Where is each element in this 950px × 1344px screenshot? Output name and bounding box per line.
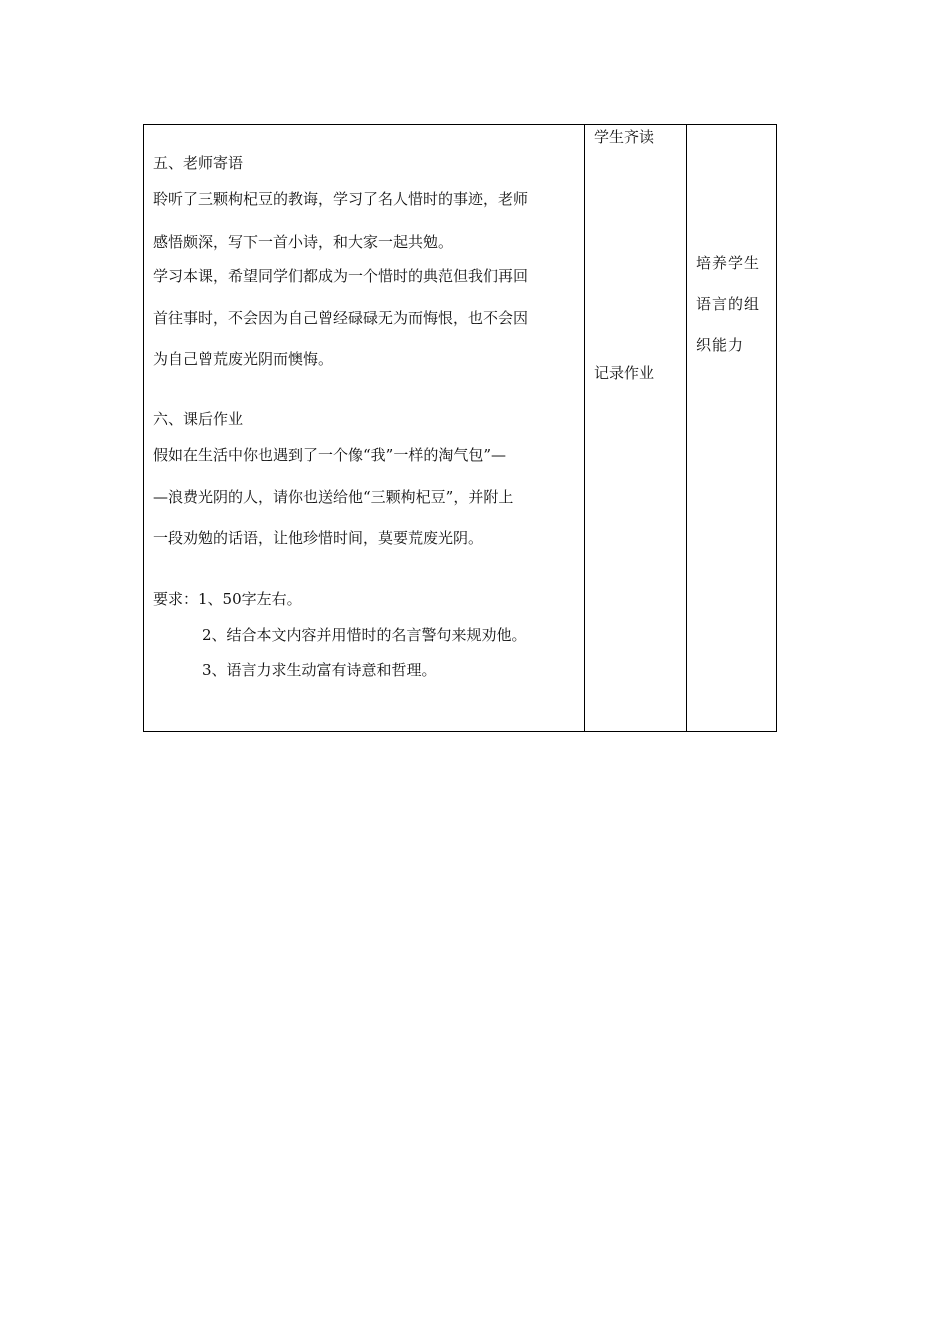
section6-paragraph-line2: —浪费光阴的人，请你也送给他“三颗枸杞豆”，并附上 — [153, 488, 514, 506]
requirement-1: 要求：1、50字左右。 — [153, 590, 302, 608]
teaching-content-cell — [144, 125, 584, 731]
section6-title: 六、课后作业 — [153, 410, 244, 428]
section6-paragraph-line1: 假如在生活中你也遇到了一个像“我”一样的淘气包”— — [153, 446, 507, 464]
activity-read-aloud: 学生齐读 — [594, 128, 655, 146]
lesson-plan-table — [143, 124, 777, 732]
section6-paragraph-line3: 一段劝勉的话语，让他珍惜时间，莫要荒废光阴。 — [153, 529, 484, 547]
requirement-2: 2、结合本文内容并用惜时的名言警句来规劝他。 — [202, 626, 527, 644]
section5-title: 五、老师寄语 — [153, 154, 244, 172]
requirement-3: 3、语言力求生动富有诗意和哲理。 — [202, 661, 437, 679]
student-activity-cell — [585, 125, 686, 731]
design-purpose-cell — [687, 125, 777, 731]
section5-paragraph2-line2: 首往事时，不会因为自己曾经碌碌无为而悔恨，也不会因 — [153, 309, 529, 327]
section5-paragraph2-line1: 学习本课，希望同学们都成为一个惜时的典范但我们再回 — [153, 267, 529, 285]
purpose-line-1: 培养学生 — [696, 254, 761, 272]
purpose-line-3: 织能力 — [696, 336, 745, 354]
section5-paragraph2-line3: 为自己曾荒废光阴而懊悔。 — [153, 350, 334, 368]
section5-paragraph1-line2: 感悟颇深，写下一首小诗，和大家一起共勉。 — [153, 233, 454, 251]
section5-paragraph1-line1: 聆听了三颗枸杞豆的教诲，学习了名人惜时的事迹，老师 — [153, 190, 529, 208]
purpose-line-2: 语言的组 — [696, 295, 761, 313]
activity-record-homework: 记录作业 — [594, 364, 655, 382]
